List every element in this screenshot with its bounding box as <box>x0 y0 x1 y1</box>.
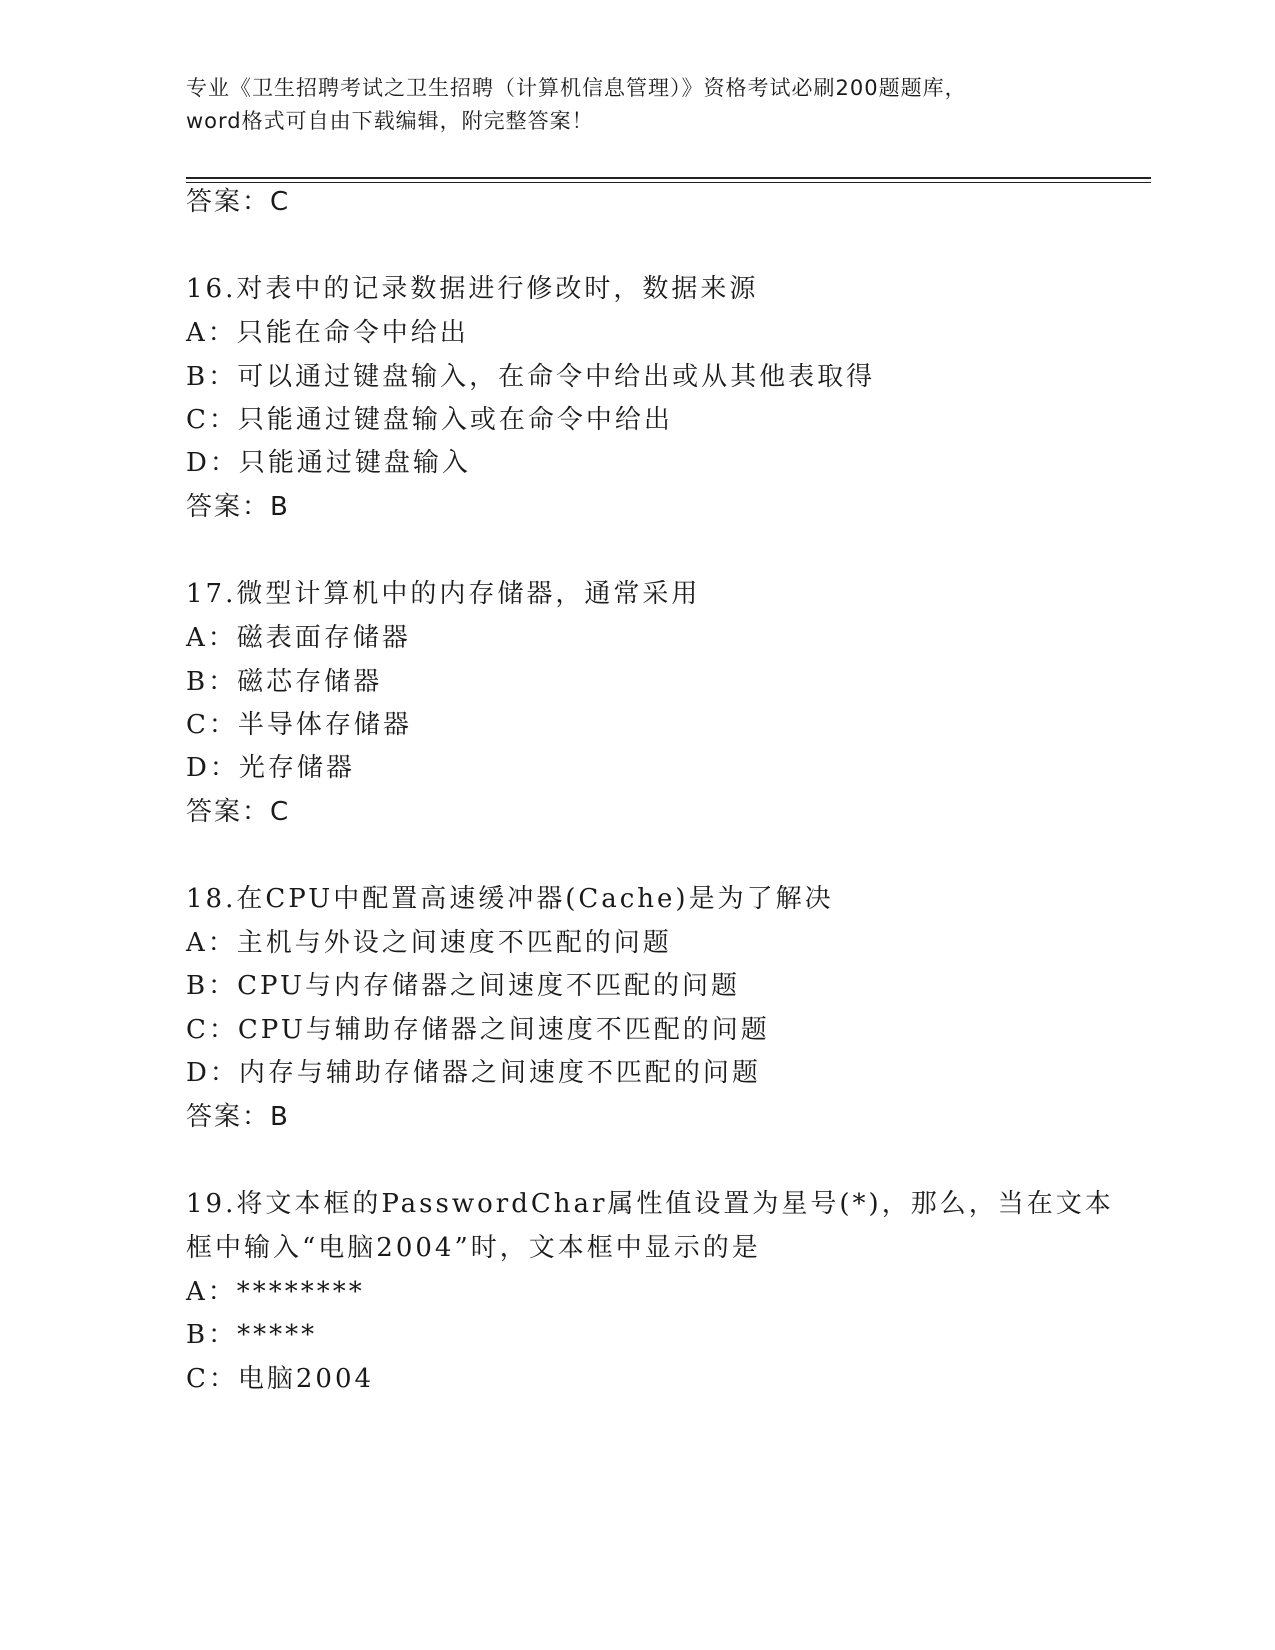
answer-17: 答案：C <box>186 797 291 827</box>
answer-15: 答案：C <box>186 187 291 217</box>
header-divider-thin <box>186 182 1151 183</box>
header-line-1: 专业《卫生招聘考试之卫生招聘（计算机信息管理）》资格考试必刷200题题库， <box>186 76 967 100</box>
question-17-option-a: A：磁表面存储器 <box>186 623 411 653</box>
question-18-option-a: A：主机与外设之间速度不匹配的问题 <box>186 928 672 958</box>
question-18-option-c: C：CPU与辅助存储器之间速度不匹配的问题 <box>186 1015 770 1045</box>
question-19-stem-line-2: 框中输入“电脑2004”时，文本框中显示的是 <box>186 1233 761 1263</box>
question-19-option-c: C：电脑2004 <box>186 1364 375 1394</box>
question-19-option-a: A：******** <box>186 1277 365 1307</box>
question-17-option-c: C：半导体存储器 <box>186 710 412 740</box>
header-divider <box>186 177 1151 179</box>
question-17-option-b: B：磁芯存储器 <box>186 667 383 697</box>
question-17-stem: 17.微型计算机中的内存储器，通常采用 <box>186 579 701 609</box>
answer-18: 答案：B <box>186 1102 290 1132</box>
question-19-stem-line-1: 19.将文本框的PasswordChar属性值设置为星号(*)，那么，当在文本 <box>186 1189 1114 1219</box>
question-16-option-a: A：只能在命令中给出 <box>186 318 469 348</box>
header-line-2: word格式可自由下载编辑，附完整答案！ <box>186 109 594 133</box>
answer-16: 答案：B <box>186 492 290 522</box>
question-16-option-c: C：只能通过键盘输入或在命令中给出 <box>186 405 673 435</box>
document-header <box>186 72 1086 138</box>
question-17-option-d: D：光存储器 <box>186 753 355 783</box>
question-19-option-b: B：***** <box>186 1320 318 1350</box>
question-16-option-b: B：可以通过键盘输入，在命令中给出或从其他表取得 <box>186 362 876 392</box>
question-18-option-b: B：CPU与内存储器之间速度不匹配的问题 <box>186 971 740 1001</box>
question-16-stem: 16.对表中的记录数据进行修改时，数据来源 <box>186 274 759 304</box>
question-18-option-d: D：内存与辅助存储器之间速度不匹配的问题 <box>186 1058 761 1088</box>
question-18-stem: 18.在CPU中配置高速缓冲器(Cache)是为了解决 <box>186 884 834 914</box>
question-16-option-d: D：只能通过键盘输入 <box>186 448 471 478</box>
